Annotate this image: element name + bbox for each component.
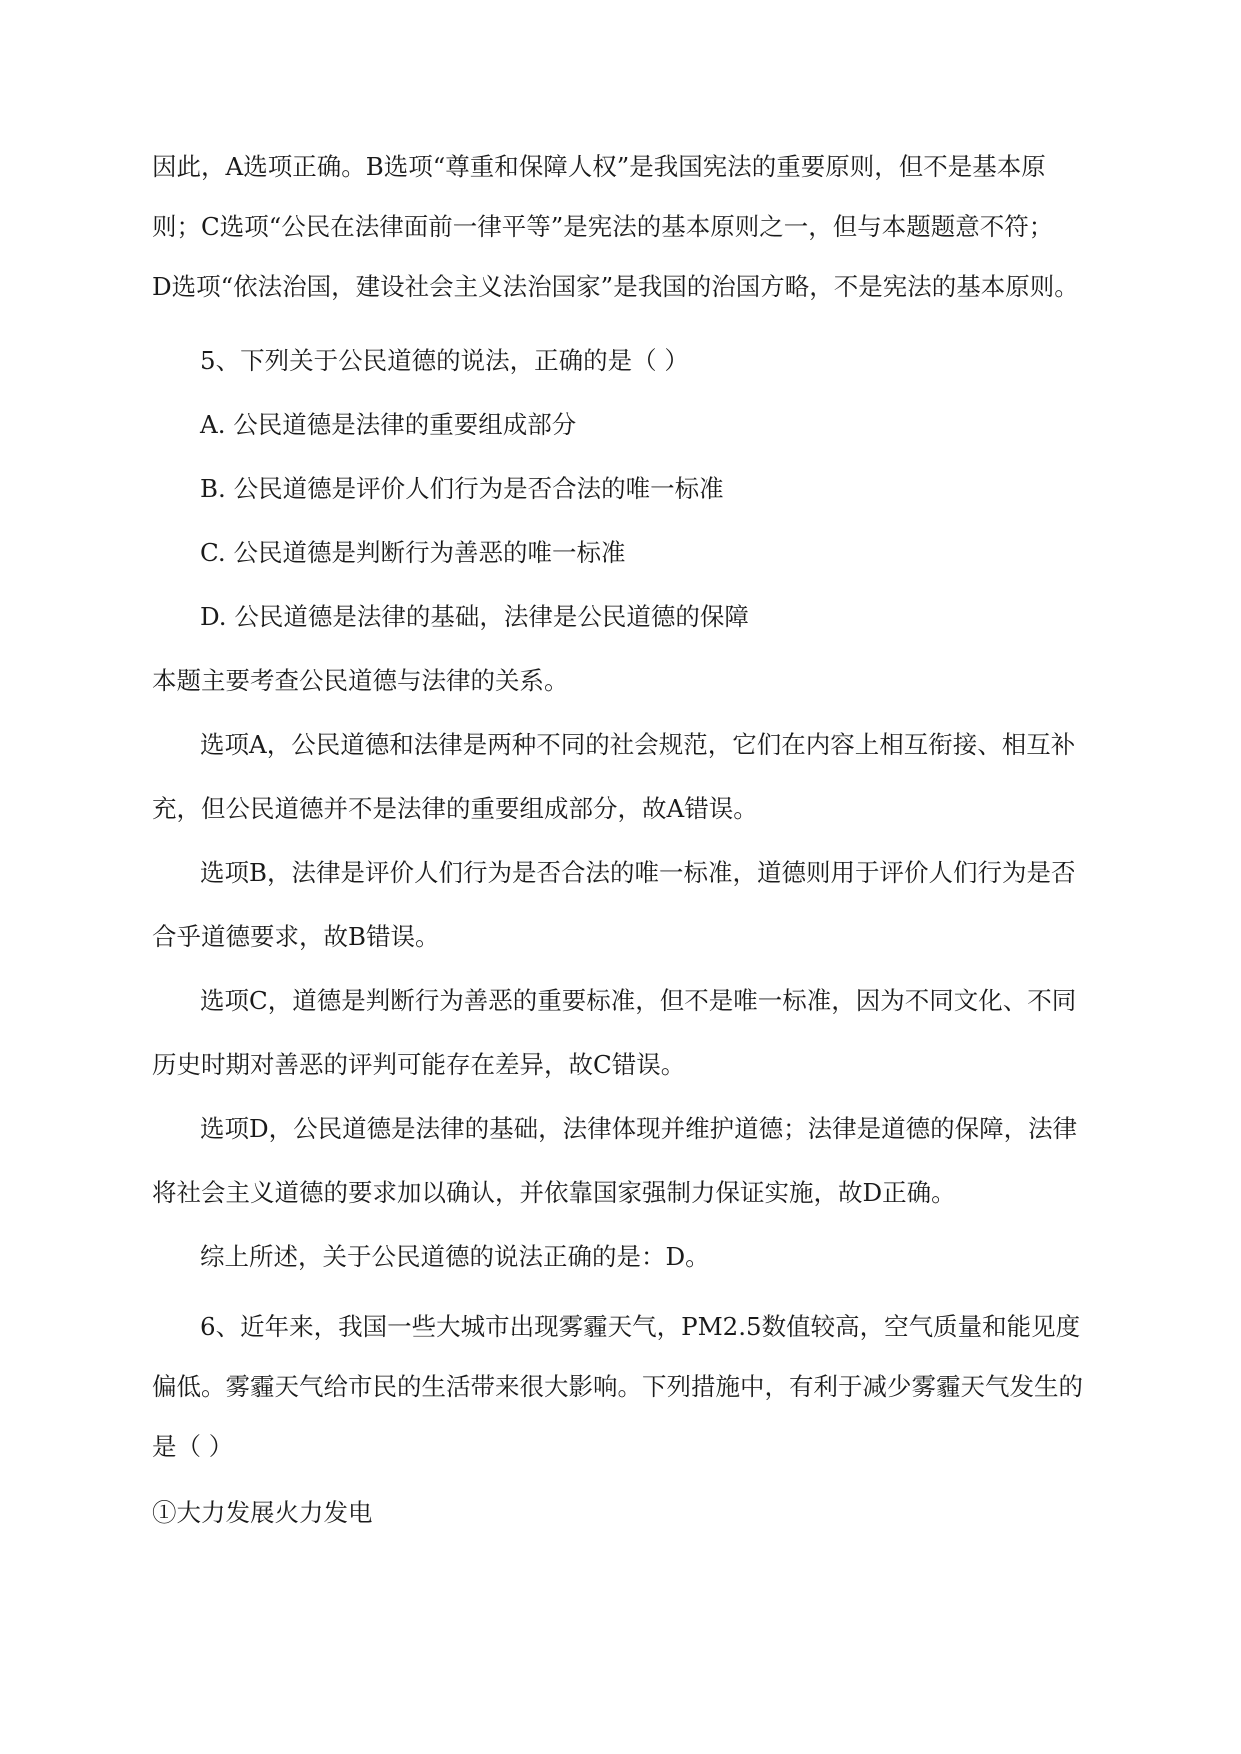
paragraph-line: 本题主要考查公民道德与法律的关系。 xyxy=(152,666,569,695)
paragraph-line: 选项C，道德是判断行为善恶的重要标准，但不是唯一标准，因为不同文化、不同 xyxy=(200,986,1077,1015)
paragraph-line: 将社会主义道德的要求加以确认，并依靠国家强制力保证实施，故D正确。 xyxy=(152,1178,956,1207)
paragraph-line: 综上所述，关于公民道德的说法正确的是：D。 xyxy=(200,1242,710,1271)
option-b: B. 公民道德是评价人们行为是否合法的唯一标准 xyxy=(200,474,724,503)
question-line: 5、下列关于公民道德的说法，正确的是（ ） xyxy=(200,346,689,375)
list-item: ①大力发展火力发电 xyxy=(152,1498,373,1527)
option-c: C. 公民道德是判断行为善恶的唯一标准 xyxy=(200,538,626,567)
paragraph-line: 是（ ） xyxy=(152,1432,234,1461)
paragraph-line: 偏低。雾霾天气给市民的生活带来很大影响。下列措施中，有利于减少雾霾天气发生的 xyxy=(152,1372,1083,1401)
paragraph-line: 合乎道德要求，故B错误。 xyxy=(152,922,440,951)
paragraph-line: 充，但公民道德并不是法律的重要组成部分，故A错误。 xyxy=(152,794,758,823)
option-a: A. 公民道德是法律的重要组成部分 xyxy=(200,410,577,439)
paragraph-line: 选项A，公民道德和法律是两种不同的社会规范，它们在内容上相互衔接、相互补 xyxy=(200,730,1076,759)
option-d: D. 公民道德是法律的基础，法律是公民道德的保障 xyxy=(200,602,749,631)
paragraph-line: 因此，A选项正确。B选项“尊重和保障人权”是我国宪法的重要原则，但不是基本原 xyxy=(152,152,1046,181)
paragraph-line: D选项“依法治国，建设社会主义法治国家”是我国的治国方略，不是宪法的基本原则。 xyxy=(152,272,1079,301)
paragraph-line: 选项D，公民道德是法律的基础，法律体现并维护道德；法律是道德的保障，法律 xyxy=(200,1114,1078,1143)
paragraph-line: 则；C选项“公民在法律面前一律平等”是宪法的基本原则之一，但与本题题意不符； xyxy=(152,212,1054,241)
question-line: 6、近年来，我国一些大城市出现雾霾天气，PM2.5数值较高，空气质量和能见度 xyxy=(200,1312,1081,1341)
paragraph-line: 选项B，法律是评价人们行为是否合法的唯一标准，道德则用于评价人们行为是否 xyxy=(200,858,1076,887)
paragraph-line: 历史时期对善恶的评判可能存在差异，故C错误。 xyxy=(152,1050,686,1079)
